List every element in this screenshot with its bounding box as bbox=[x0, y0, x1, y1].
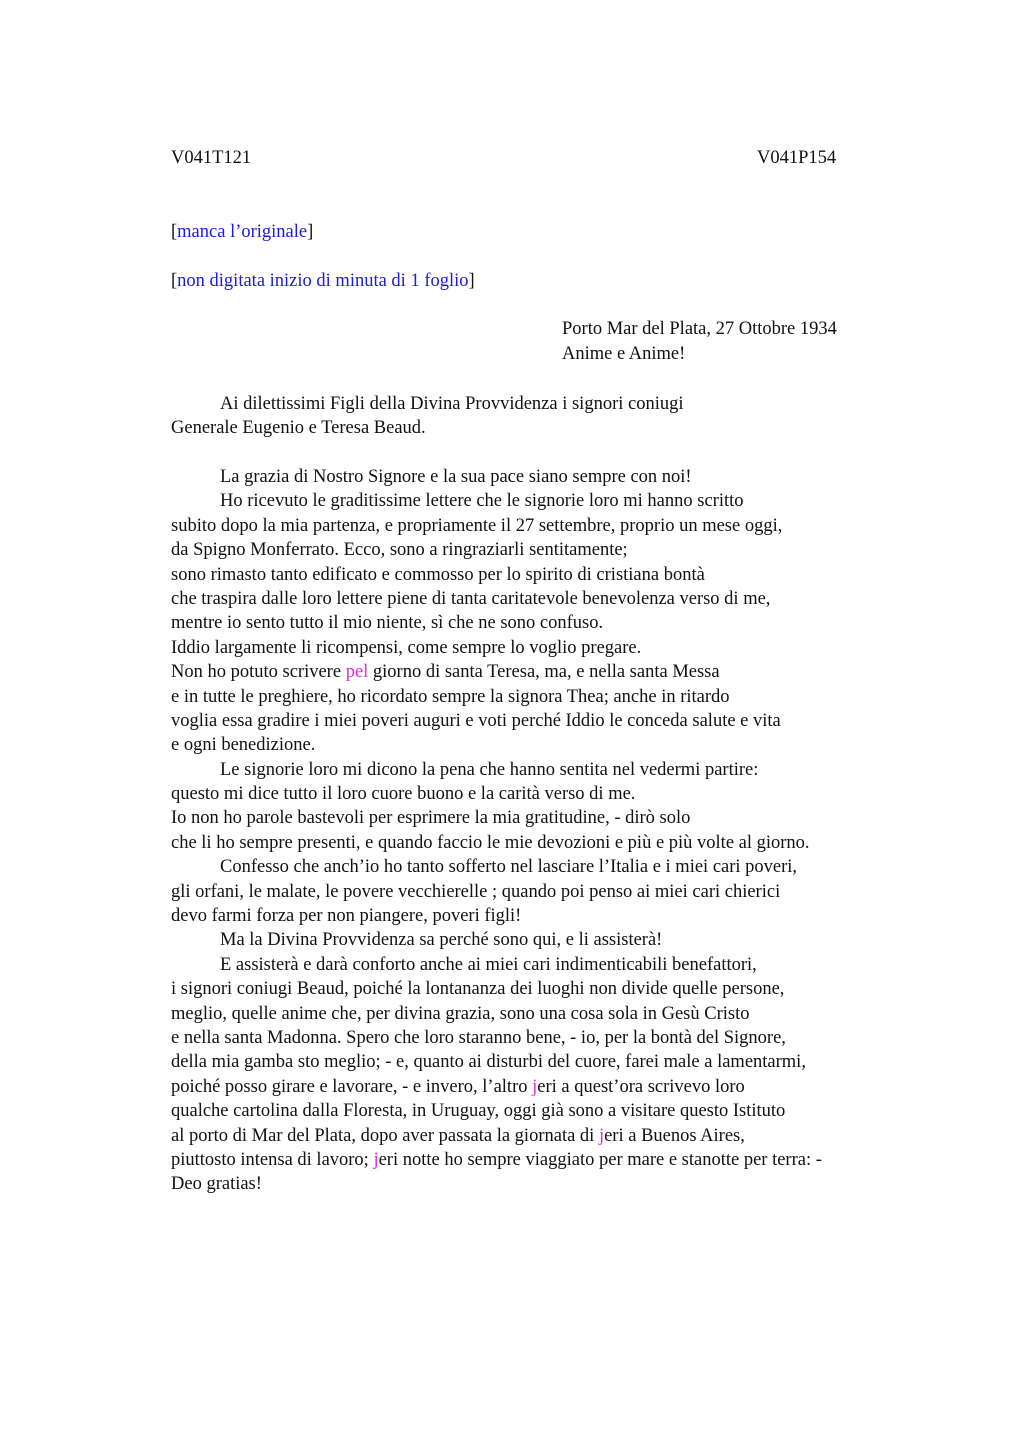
document-code-right: V041P154 bbox=[757, 148, 837, 168]
body-line: devo farmi forza per non piangere, poveri figli! bbox=[171, 906, 522, 927]
letter-body bbox=[171, 465, 822, 1197]
body-line: subito dopo la mia partenza, e propriamente il 27 settembre, proprio un mese oggi, bbox=[171, 515, 783, 536]
addressee-line: Generale Eugenio e Teresa Beaud. bbox=[171, 418, 426, 439]
editorial-highlight: pel bbox=[345, 662, 369, 683]
body-line: mentre io sento tutto il mio niente, sì che ne sono confuso. bbox=[171, 613, 604, 634]
editorial-note-original: [manca l’originale] bbox=[171, 222, 314, 242]
body-line bbox=[171, 1148, 822, 1172]
motto: Anime e Anime! bbox=[562, 344, 686, 364]
body-line: che li ho sempre presenti, e quando faccio le mie devozioni e più e più volte al giorno. bbox=[171, 832, 810, 853]
body-line: e in tutte le preghiere, ho ricordato sempre la signora Thea; anche in ritardo bbox=[171, 686, 730, 707]
body-text: Non ho potuto scrivere bbox=[171, 662, 346, 683]
body-line: i signori coniugi Beaud, poiché la lontananza dei luoghi non divide quelle persone, bbox=[171, 979, 785, 1000]
body-text: eri a quest’ora scrivevo loro bbox=[537, 1076, 745, 1097]
editorial-highlight: j bbox=[598, 1125, 605, 1146]
addressee-block bbox=[171, 392, 684, 441]
body-line: Iddio largamente li ricompensi, come sempre lo voglio pregare. bbox=[171, 637, 642, 658]
body-line: da Spigno Monferrato. Ecco, sono a ringraziarli sentitamente; bbox=[171, 540, 628, 561]
body-line: Le signorie loro mi dicono la pena che hanno sentita nel vedermi partire: bbox=[220, 759, 759, 780]
body-line: La grazia di Nostro Signore e la sua pace siano sempre con noi! bbox=[220, 467, 692, 487]
body-line: Io non ho parole bastevoli per esprimere la mia gratitudine, - dirò solo bbox=[171, 808, 691, 829]
body-line: della mia gamba sto meglio; - e, quanto ai disturbi del cuore, farei male a lamentarmi, bbox=[171, 1052, 806, 1073]
body-text: eri a Buenos Aires, bbox=[604, 1125, 745, 1146]
editorial-highlight: j bbox=[373, 1149, 379, 1170]
body-line: Ma la Divina Provvidenza sa perché sono qui, e li assisterà! bbox=[220, 930, 663, 951]
body-line: E assisterà e darà conforto anche ai miei cari indimenticabili benefattori, bbox=[220, 954, 757, 975]
body-line: che traspira dalle loro lettere piene di tanta caritatevole benevolenza verso di me, bbox=[171, 588, 771, 609]
place-date: Porto Mar del Plata, 27 Ottobre 1934 bbox=[562, 319, 837, 339]
editorial-note-text: non digitata inizio di minuta di 1 foglio bbox=[177, 271, 469, 291]
editorial-note-draft: [non digitata inizio di minuta di 1 foglio] bbox=[171, 271, 475, 291]
body-line: e nella santa Madonna. Spero che loro staranno bene, - io, per la bontà del Signore, bbox=[171, 1027, 786, 1048]
body-text: piuttosto intensa di lavoro; bbox=[171, 1149, 374, 1170]
document-code-left: V041T121 bbox=[171, 148, 252, 168]
body-line: Ho ricevuto le graditissime lettere che le signorie loro mi hanno scritto bbox=[220, 491, 744, 512]
addressee-line: Ai dilettissimi Figli della Divina Provvidenza i signori coniugi bbox=[220, 394, 684, 414]
body-line: questo mi dice tutto il loro cuore buono e la carità verso di me. bbox=[171, 784, 636, 805]
editorial-highlight: j bbox=[532, 1076, 538, 1097]
body-text: poiché posso girare e lavorare, - e invero, l’altro bbox=[171, 1076, 533, 1097]
body-line: Confesso che anch’io ho tanto sofferto nel lasciare l’Italia e i miei cari poveri, bbox=[220, 857, 798, 878]
editorial-note-text: manca l’originale bbox=[177, 222, 308, 242]
body-line: e ogni benedizione. bbox=[171, 735, 316, 756]
body-text: eri notte ho sempre viaggiato per mare e stanotte per terra: - bbox=[378, 1149, 822, 1170]
body-line: sono rimasto tanto edificato e commosso per lo spirito di cristiana bontà bbox=[171, 564, 705, 585]
body-line bbox=[171, 1124, 822, 1148]
body-line: Deo gratias! bbox=[171, 1174, 262, 1195]
body-line: meglio, quelle anime che, per divina grazia, sono una cosa sola in Gesù Cristo bbox=[171, 1003, 750, 1024]
body-text: al porto di Mar del Plata, dopo aver passata la giornata di bbox=[171, 1125, 599, 1146]
body-line: qualche cartolina dalla Floresta, in Uruguay, oggi già sono a visitare questo Istituto bbox=[171, 1101, 786, 1122]
body-line: gli orfani, le malate, le povere vecchierelle ; quando poi penso ai miei cari chierici bbox=[171, 881, 781, 902]
body-line bbox=[171, 1075, 822, 1099]
body-line: voglia essa gradire i miei poveri auguri e voti perché Iddio le conceda salute e vita bbox=[171, 710, 781, 731]
body-line bbox=[171, 660, 822, 684]
body-text: giorno di santa Teresa, ma, e nella santa Messa bbox=[368, 662, 720, 683]
